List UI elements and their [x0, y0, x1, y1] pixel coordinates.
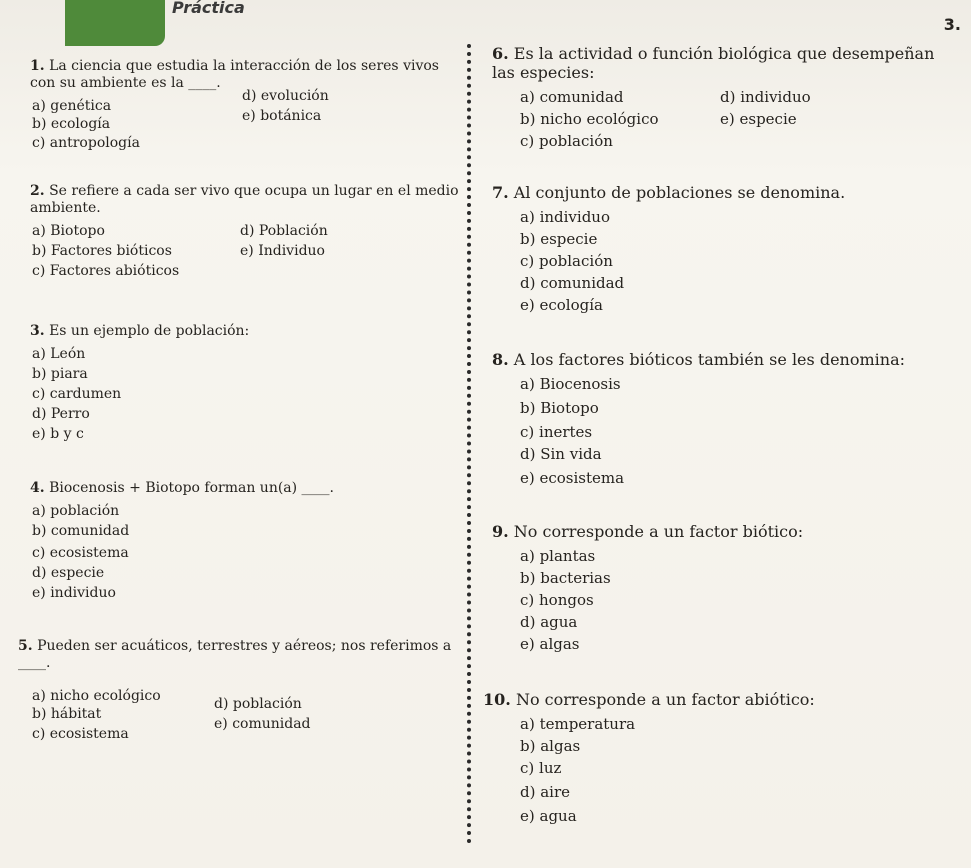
option-b[interactable]: b) piara: [32, 365, 88, 382]
option-e[interactable]: e) agua: [520, 807, 577, 826]
option-e[interactable]: e) b y c: [32, 425, 84, 442]
option-e[interactable]: e) ecología: [520, 296, 603, 315]
option-b[interactable]: b) algas: [520, 737, 581, 756]
question-stem: No corresponde a un factor abiótico:: [515, 690, 815, 709]
option-c[interactable]: c) cardumen: [32, 385, 122, 402]
question-3: [30, 323, 465, 442]
question-1: [30, 58, 465, 151]
option-b[interactable]: b) Biotopo: [520, 399, 599, 418]
question-7: [492, 183, 962, 315]
option-a[interactable]: a) Biocenosis: [520, 375, 621, 394]
question-2: [30, 183, 465, 279]
option-a[interactable]: a) plantas: [520, 547, 596, 566]
question-stem: A los factores bióticos también se les denomina:: [513, 350, 905, 369]
option-e[interactable]: e) algas: [520, 635, 580, 654]
question-number: 7.: [492, 183, 509, 202]
question-9: [492, 522, 962, 654]
header-tab: [65, 0, 165, 46]
option-d[interactable]: d) individuo: [720, 88, 811, 107]
question-number: 4.: [30, 480, 45, 496]
option-a[interactable]: a) genética: [32, 97, 112, 114]
page-title: Práctica: [172, 0, 245, 17]
option-a[interactable]: a) población: [32, 502, 120, 519]
option-c[interactable]: c) Factores abióticos: [32, 262, 180, 279]
question-stem: Pueden ser acuáticos, terrestres y aéreos; nos referimos a ____.: [18, 638, 452, 671]
question-stem: Biocenosis + Biotopo forman un(a) ____.: [49, 480, 335, 496]
option-e[interactable]: e) Individuo: [240, 242, 325, 259]
option-c[interactable]: c) ecosistema: [32, 544, 129, 561]
option-a[interactable]: a) individuo: [520, 208, 610, 227]
option-b[interactable]: b) Factores bióticos: [32, 242, 172, 259]
option-d[interactable]: d) población: [214, 695, 302, 712]
option-a[interactable]: a) Biotopo: [32, 222, 105, 239]
question-number: 6.: [492, 44, 509, 63]
page-number: 3.: [943, 15, 961, 34]
question-10: [483, 690, 963, 826]
option-a[interactable]: a) temperatura: [520, 715, 636, 734]
option-c[interactable]: c) población: [520, 252, 613, 271]
question-number: 1.: [30, 58, 45, 74]
option-e[interactable]: e) individuo: [32, 584, 116, 601]
question-6: [492, 44, 962, 151]
option-a[interactable]: a) León: [32, 345, 86, 362]
option-c[interactable]: c) luz: [520, 759, 562, 778]
question-stem: No corresponde a un factor biótico:: [513, 522, 804, 541]
option-e[interactable]: e) comunidad: [214, 715, 311, 732]
option-d[interactable]: d) Perro: [32, 405, 90, 422]
option-e[interactable]: e) especie: [720, 110, 797, 129]
option-d[interactable]: d) agua: [520, 613, 578, 632]
option-b[interactable]: b) hábitat: [32, 705, 102, 722]
option-d[interactable]: d) aire: [520, 783, 571, 802]
question-stem: La ciencia que estudia la interacción de los seres vivos con su ambiente es la ____.: [30, 58, 439, 91]
column-divider: [467, 44, 471, 844]
question-number: 8.: [492, 350, 509, 369]
option-d[interactable]: d) comunidad: [520, 274, 625, 293]
question-stem: Se refiere a cada ser vivo que ocupa un lugar en el medio ambiente.: [30, 183, 459, 216]
option-e[interactable]: e) botánica: [242, 107, 322, 124]
question-number: 2.: [30, 183, 45, 199]
question-4: [30, 480, 465, 601]
option-d[interactable]: d) Población: [240, 222, 328, 239]
question-number: 5.: [18, 638, 33, 654]
option-a[interactable]: a) nicho ecológico: [32, 687, 161, 704]
question-stem: Es la actividad o función biológica que desempeñan las especies:: [492, 44, 935, 83]
question-8: [492, 350, 962, 488]
option-b[interactable]: b) nicho ecológico: [520, 110, 659, 129]
option-d[interactable]: d) especie: [32, 564, 105, 581]
option-a[interactable]: a) comunidad: [520, 88, 624, 107]
question-stem: Es un ejemplo de población:: [49, 323, 250, 339]
option-c[interactable]: c) hongos: [520, 591, 594, 610]
question-5: [18, 638, 468, 742]
question-number: 3.: [30, 323, 45, 339]
question-number: 9.: [492, 522, 509, 541]
option-e[interactable]: e) ecosistema: [520, 469, 625, 488]
option-c[interactable]: c) población: [520, 132, 613, 151]
option-b[interactable]: b) ecología: [32, 115, 111, 132]
option-b[interactable]: b) comunidad: [32, 522, 130, 539]
option-d[interactable]: d) Sin vida: [520, 445, 602, 464]
option-b[interactable]: b) bacterias: [520, 569, 611, 588]
option-d[interactable]: d) evolución: [242, 87, 329, 104]
option-c[interactable]: c) antropología: [32, 134, 140, 151]
option-c[interactable]: c) ecosistema: [32, 725, 129, 742]
option-b[interactable]: b) especie: [520, 230, 598, 249]
option-c[interactable]: c) inertes: [520, 423, 593, 442]
question-number: 10.: [483, 690, 511, 709]
question-stem: Al conjunto de poblaciones se denomina.: [513, 183, 846, 202]
